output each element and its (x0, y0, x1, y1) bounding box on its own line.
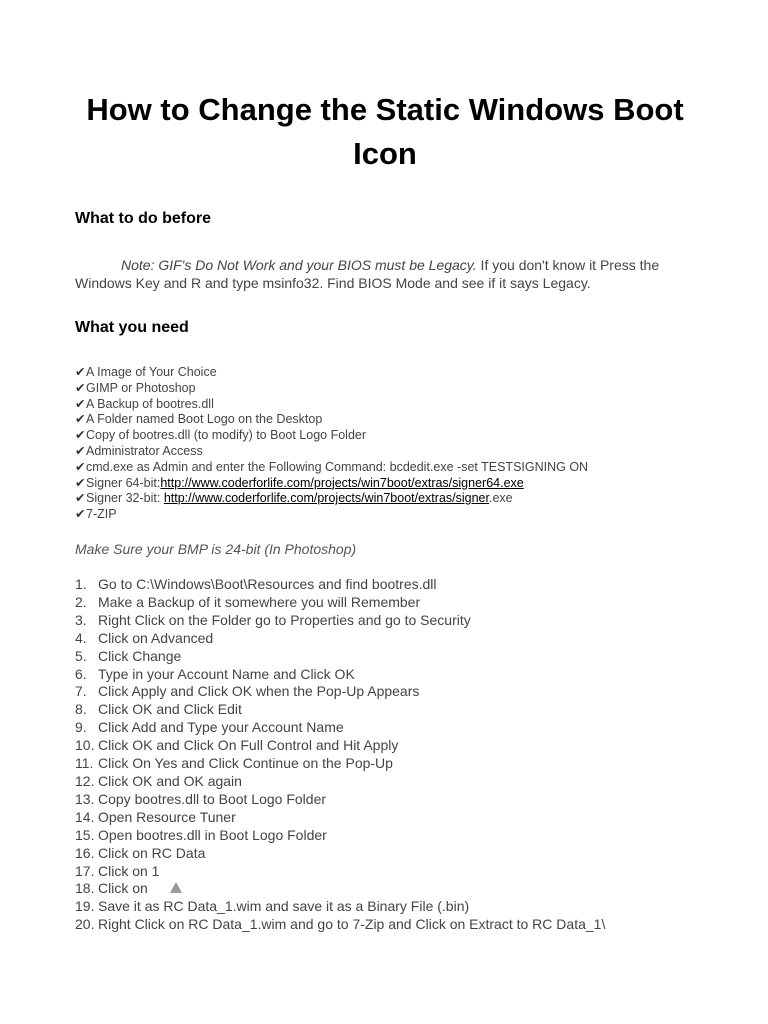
requirement-text: Administrator Access (86, 443, 203, 458)
requirement-item (75, 491, 715, 507)
signer-download-link[interactable]: http://www.coderforlife.com/projects/win7boot/extras/signer64.exe (160, 475, 524, 490)
step-item (75, 701, 715, 719)
step-number: 2. (75, 593, 87, 610)
step-item (75, 683, 715, 701)
step-item (75, 594, 715, 612)
bmp-note: Make Sure your BMP is 24-bit (In Photoshop) (75, 541, 357, 557)
mouse-cursor-icon (170, 882, 182, 893)
requirement-text: Copy of bootres.dll (to modify) to Boot Logo Folder (86, 428, 367, 443)
section-heading-need: What you need (75, 319, 189, 336)
step-text: Copy bootres.dll to Boot Logo Folder (98, 790, 327, 807)
checkmark-icon: ✔ (75, 491, 86, 506)
step-item (75, 755, 715, 773)
step-number: 12. (75, 772, 95, 789)
step-text: Save it as RC Data_1.wim and save it as a Binary File (.bin) (98, 898, 470, 915)
step-item (75, 827, 715, 845)
step-item (75, 863, 715, 881)
section-heading-before: What to do before (75, 210, 211, 227)
note-italic: Note: GIF's Do Not Work and your BIOS must be Legacy. (121, 257, 477, 273)
step-number: 7. (75, 683, 87, 700)
step-number: 17. (75, 862, 95, 879)
requirement-item (75, 460, 715, 476)
step-text: Click OK and OK again (98, 772, 242, 789)
step-text: Open bootres.dll in Boot Logo Folder (98, 826, 327, 843)
requirement-text: GIMP or Photoshop (86, 380, 196, 395)
requirement-text: A Folder named Boot Logo on the Desktop (86, 412, 323, 427)
step-number: 6. (75, 665, 87, 682)
step-text: Right Click on RC Data_1.wim and go to 7-Zip and Click on Extract to RC Data_1\ (98, 916, 606, 933)
steps-list (75, 576, 715, 934)
requirement-text: 7-ZIP (86, 507, 117, 522)
requirement-suffix: .exe (488, 491, 513, 506)
requirement-prefix: Signer 32-bit: (86, 491, 164, 506)
step-item (75, 791, 715, 809)
step-item (75, 576, 715, 594)
step-text: Click Change (98, 647, 182, 664)
step-text: Click Apply and Click OK when the Pop-Up Appears (98, 683, 420, 700)
step-number: 5. (75, 647, 87, 664)
requirement-item (75, 365, 715, 381)
step-text: Click On Yes and Click Continue on the Pop-Up (98, 755, 393, 772)
requirements-list (75, 365, 715, 523)
step-text: Go to C:\Windows\Boot\Resources and find bootres.dll (98, 576, 437, 592)
step-item (75, 719, 715, 737)
requirement-item (75, 507, 715, 523)
checkmark-icon: ✔ (75, 380, 86, 395)
step-text: Open Resource Tuner (98, 808, 236, 825)
bios-note (75, 256, 695, 292)
requirement-item (75, 412, 715, 428)
requirement-item (75, 476, 715, 492)
requirement-text: A Image of Your Choice (86, 365, 217, 379)
step-number: 18. (75, 880, 95, 897)
requirement-text: cmd.exe as Admin and enter the Following Command: bcdedit.exe -set TESTSIGNING ON (86, 459, 589, 474)
step-text: Click Add and Type your Account Name (98, 719, 344, 736)
step-item (75, 773, 715, 791)
step-text: Click OK and Click On Full Control and Hit Apply (98, 737, 399, 754)
step-number: 15. (75, 826, 95, 843)
step-item (75, 809, 715, 827)
step-text: Click OK and Click Edit (98, 701, 242, 718)
step-item (75, 648, 715, 666)
step-item (75, 737, 715, 755)
page-title: How to Change the Static Windows Boot Icon (86, 92, 684, 171)
checkmark-icon: ✔ (75, 428, 86, 443)
step-number: 8. (75, 701, 87, 718)
checkmark-icon: ✔ (75, 459, 86, 474)
requirement-item (75, 444, 715, 460)
step-number: 1. (75, 576, 87, 592)
checkmark-icon: ✔ (75, 412, 86, 427)
step-number: 11. (75, 755, 94, 772)
step-item (75, 845, 715, 863)
step-number: 10. (75, 737, 95, 754)
requirement-prefix: Signer 64-bit: (86, 475, 161, 490)
checkmark-icon: ✔ (75, 396, 86, 411)
step-text: Click on (98, 880, 148, 897)
step-text: Right Click on the Folder go to Properties and go to Security (98, 611, 471, 628)
checkmark-icon: ✔ (75, 507, 86, 522)
step-number: 13. (75, 790, 95, 807)
requirement-item (75, 381, 715, 397)
step-text: Type in your Account Name and Click OK (98, 665, 355, 682)
checkmark-icon: ✔ (75, 443, 86, 458)
step-item (75, 898, 715, 916)
step-number: 9. (75, 719, 87, 736)
step-text: Make a Backup of it somewhere you will Remember (98, 593, 421, 610)
requirement-item (75, 428, 715, 444)
requirement-item (75, 397, 715, 413)
step-number: 19. (75, 898, 95, 915)
step-item (75, 666, 715, 684)
step-text: Click on RC Data (98, 844, 206, 861)
step-number: 20. (75, 916, 95, 933)
signer-download-link[interactable]: http://www.coderforlife.com/projects/win7boot/extras/signer (163, 491, 489, 506)
step-item (75, 916, 715, 934)
checkmark-icon: ✔ (75, 365, 86, 379)
step-item (75, 612, 715, 630)
step-text: Click on Advanced (98, 629, 214, 646)
step-text: Click on 1 (98, 862, 160, 879)
step-number: 16. (75, 844, 95, 861)
step-number: 14. (75, 808, 95, 825)
step-number: 4. (75, 629, 87, 646)
step-item (75, 630, 715, 648)
note-rest: If you don't know it Press the Windows Key and R and type msinfo32. Find BIOS Mode and see if it says Legacy. (75, 257, 660, 291)
checkmark-icon: ✔ (75, 475, 86, 490)
step-number: 3. (75, 611, 87, 628)
requirement-text: A Backup of bootres.dll (86, 396, 214, 411)
